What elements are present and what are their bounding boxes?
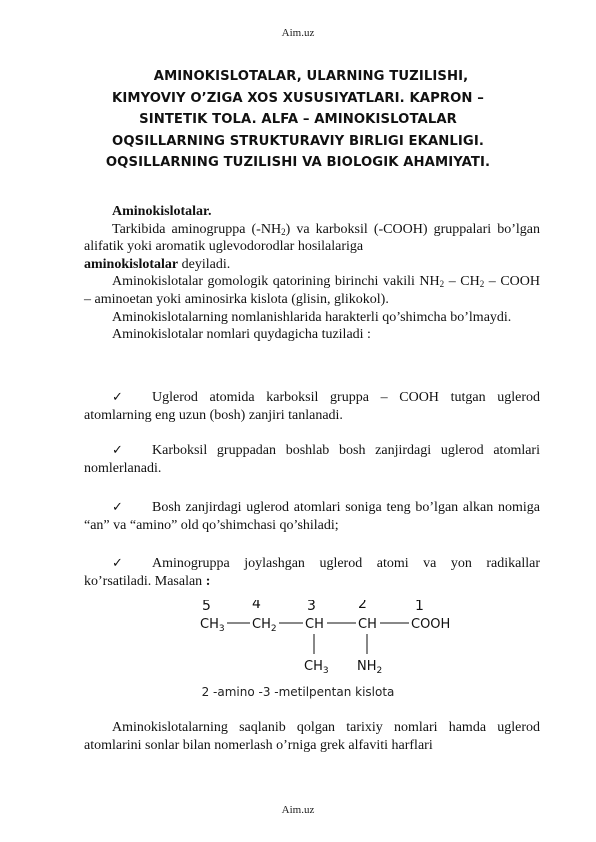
paragraph-rules-intro: Aminokislotalar nomlari quydagicha tuziladi :: [112, 327, 371, 343]
formula-caption: 2 -amino -3 -metilpentan kislota: [201, 685, 395, 699]
group-ch3: $CH_3$: [200, 617, 225, 634]
page-header: Aim.uz: [281, 27, 315, 39]
group-cooh: COOH: [411, 617, 451, 632]
section-heading: Aminokislotalar.: [112, 204, 212, 219]
checkmark-icon: ✓: [112, 443, 123, 458]
group-nh2: $NH_2$: [357, 659, 383, 676]
page-footer: Aim.uz: [281, 804, 315, 816]
title-line: AMINOKISLOTALAR, ULARNING TUZILISHI,: [153, 69, 469, 84]
title-line: KIMYOVIY O’ZIGA XOS XUSUSIYATLARI. KAPRON –: [112, 90, 484, 106]
bullet-item: ✓ Aminogruppa joylashgan uglerod atomi va yon radikallar ko’rsatiladi. Masalan :: [84, 556, 540, 589]
bullet-text: Bosh zanjirdagi uglerod atomlari soniga teng bo’lgan alkan nomiga “an” va “amino” old qo’shimchasi qo’shiladi;: [84, 500, 540, 533]
carbon-chain: [200, 617, 450, 676]
paragraph-glycine: Aminokislotalar gomologik qatorining birinchi vakili $NH_2 - CH_2$ – COOH – aminoetan yoki aminosirka kislota (glisin, glikokol).: [84, 274, 541, 307]
document-title: [60, 66, 536, 174]
carbon-number: 3: [307, 600, 316, 614]
group-ch3-branch: $CH_3$: [304, 659, 329, 676]
title-line: SINTETIK TOLA. ALFA – AMINOKISLOTALAR: [139, 112, 457, 127]
bullet-text: Karboksil gruppadan boshlab bosh zanjirdagi uglerod atomlari nomlerlanadi.: [84, 443, 540, 476]
bullet-text: Aminogruppa joylashgan uglerod atomi va yon radikallar ko’rsatiladi. Masalan: [84, 556, 540, 589]
section-body: [84, 203, 540, 344]
structural-formula: [180, 600, 480, 680]
carbon-number: 1: [415, 600, 424, 614]
closing-paragraph: Aminokislotalarning saqlanib qolgan tarixiy nomlari hamda uglerod atomlarini sonlar bilan nomerlash o’rniga grek alfaviti harflari: [84, 720, 540, 753]
group-ch: CH: [358, 617, 377, 632]
title-line: OQSILLARNING STRUKTURAVIY BIRLIGI EKANLIGI.: [112, 133, 484, 149]
bullet-item: [84, 389, 540, 424]
checkmark-icon: ✓: [112, 556, 123, 571]
title-line: OQSILLARNING TUZILISHI VA BIOLOGIK AHAMIYATI.: [105, 155, 491, 170]
bullet-text: Uglerod atomida karboksil gruppa – COOH tutgan uglerod atomlarning eng uzun (bosh) zanjiri tanlanadi.: [84, 390, 540, 423]
group-ch2: $CH_2$: [252, 617, 277, 634]
checkmark-icon: ✓: [112, 500, 123, 515]
paragraph-definition: Tarkibida aminogruppa $(-NH_2)$ va karboksil (-COOH) gruppalari bo’lgan alifatik yoki aromatik uglevodorodlar hosilalariga aminokislotalar deyiladi.: [84, 221, 540, 272]
group-ch: CH: [305, 617, 324, 632]
checkmark-icon: ✓: [112, 390, 123, 405]
paragraph-naming: Aminokislotalarning nomlanishlarida harakterli qo’shimcha bo’lmaydi.: [112, 309, 512, 325]
carbon-number: 4: [252, 600, 261, 612]
bullet-item: [84, 442, 540, 477]
carbon-number: 2: [358, 600, 367, 612]
bullet-item: [84, 499, 540, 534]
carbon-number: 5: [202, 600, 211, 614]
